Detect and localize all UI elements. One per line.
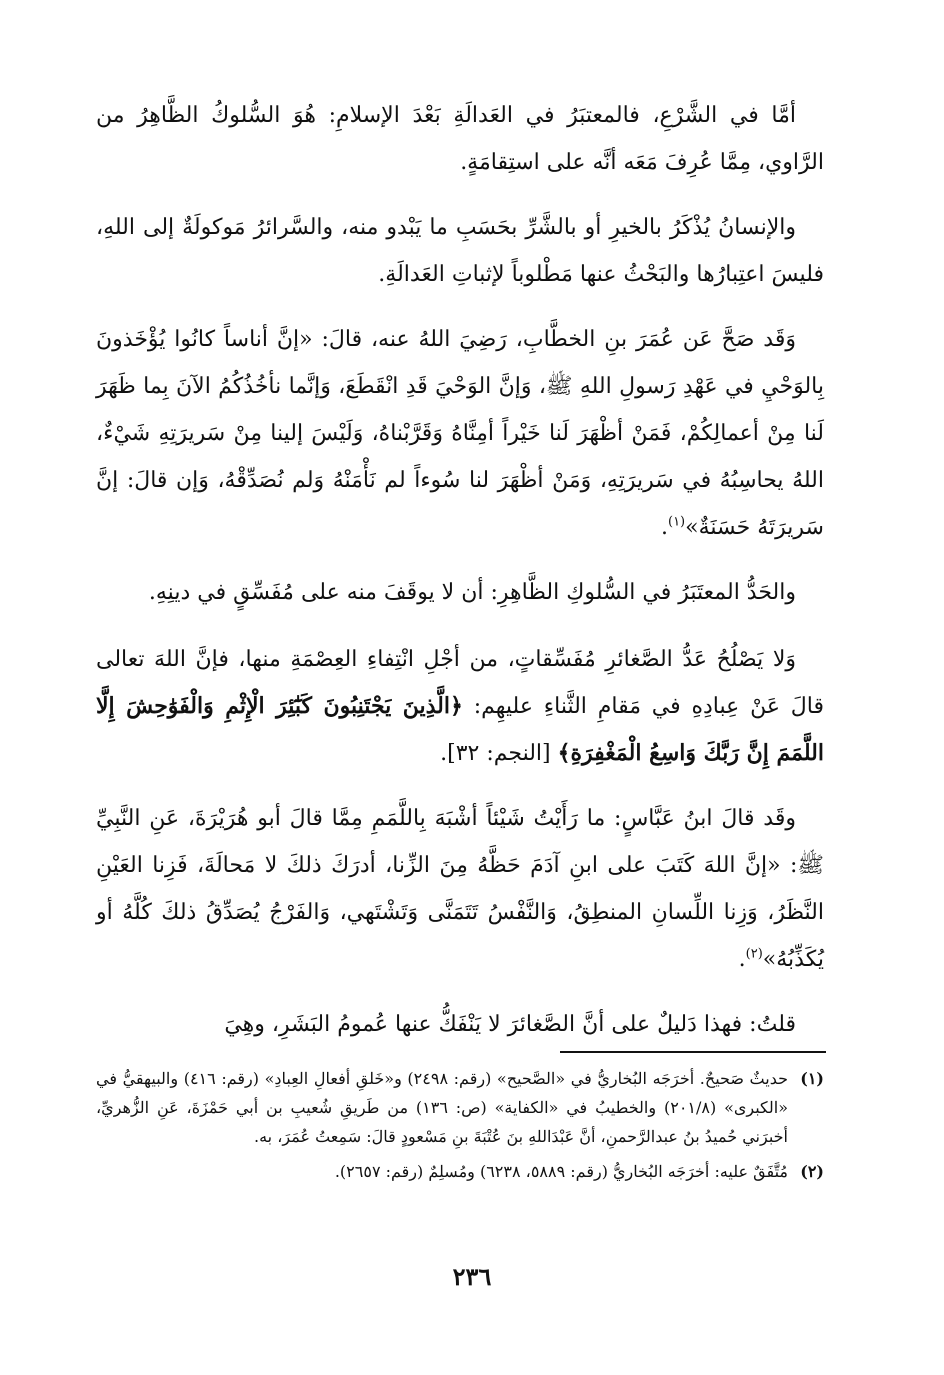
paragraph-5 [96, 636, 824, 777]
quran-reference: [النجم: ٣٢]. [440, 741, 551, 766]
paragraph-7: قلتُ: فهذا دَليلٌ على أنَّ الصَّغائرَ لا يَنْفَكُّ عنها عُمومُ البَشَرِ، وهِيَ [224, 1012, 796, 1037]
paragraph-2: والإنسانُ يُذْكَرُ بالخيرِ أو بالشَّرِّ بحَسَبِ ما يَبْدو منه، والسَّرائرُ مَوكولَةٌ إلى اللهِ، فليسَ اعتِبارُها والبَحْثُ عنها مَطْلوباً لإثباتِ العَدالَةِ. [96, 215, 824, 287]
footnote-1-number: (١) [800, 1069, 824, 1088]
paragraph-4: والحَدُّ المعتَبَرُ في السُّلوكِ الظَّاهِرِ: أن لا يوقَفَ منه على مُفَسِّقٍ في دينِهِ. [148, 580, 796, 605]
paragraph-1: أمَّا في الشَّرْعِ، فالمعتبَرُ في العَدالَةِ بَعْدَ الإسلامِ: هُوَ السُّلوكُ الظَّاهِرُ من الرَّاوي، مِمَّا عُرِفَ مَعَه أنَّه على استِقامَةٍ. [96, 103, 824, 175]
quran-verse: ﴿الَّذِينَ يَجْتَنِبُونَ كَبَٰٓئِرَ الْإِثْمِ وَالْفَوَٰحِشَ إِلَّا اللَّمَمَ إِنَّ رَبَّكَ وَاسِعُ الْمَغْفِرَةِ﴾ [96, 693, 824, 766]
footnote-2-number: (٢) [800, 1162, 824, 1181]
paragraph-6-text: وقَد قالَ ابنُ عَبَّاسٍ: ما رَأَيْتُ شَيْئاً أشْبَهَ بِاللَّمَمِ مِمَّا قالَ أبو هُرَيْرَةَ، عَنِ النَّبِيِّ ﷺ: «إنَّ اللهَ كَتَبَ على ابنِ آدَمَ حَظَّهُ مِنَ الزِّنا، أدرَكَ ذلكَ لا مَحالَةَ، فَزِنا العَيْنِ النَّظَرُ، وَزِنا اللِّسانِ المنطِقُ، وَالنَّفْسُ تَتَمَنَّى وَتَشْتَهي، وَالفَرْجُ يُصَدِّقُ ذلكَ كُلَّهُ أو يُكَذِّبُهُ» [96, 806, 824, 972]
paragraph-5-text: وَلا يَصْلُحُ عَدُّ الصَّغائرِ مُفَسِّقاتٍ، من أجْلِ انْتِفاءِ العِصْمَةِ منها، فإنَّ اللهَ تعالى قالَ عَنْ عِبادِهِ في مَقامِ الثَّناءِ عليهِم: [96, 647, 824, 719]
footnote-ref-1[interactable]: (١) [667, 514, 686, 530]
main-text [96, 92, 824, 1066]
footnote-1 [96, 1064, 824, 1151]
page-number: ٢٣٦ [452, 1262, 492, 1291]
paragraph-3: وَقَد صَحَّ عَن عُمَرَ بنِ الخطَّابِ، رَضِيَ اللهُ عنه، قالَ: «إنَّ أناساً كانُوا يُؤْخَذونَ بِالوَحْيِ في عَهْدِ رَسولِ اللهِ ﷺ، وَإنَّ الوَحْيَ قَدِ انْقَطَعَ، وَإنَّما نأخُذُكُمُ الآنَ بِما ظَهَرَ لَنا مِنْ أعمالِكُمْ، فَمَنْ أظْهَرَ لَنا خَيْراً أمِنَّاهُ وَقَرَّبْناهُ، وَلَيْسَ إلينا مِنْ سَريرَتِهِ شَيْءٌ، اللهُ يحاسِبُهُ في سَريرَتِهِ، وَمَنْ أظْهَرَ لنا سُوءاً لم نَأْمَنْهُ وَلم نُصَدِّقْهُ، وَإن قالَ: إنَّ سَريرَتَهُ حَسَنَةٌ»$^{(١)}$. [96, 327, 824, 540]
footnote-ref-2[interactable]: (٢) [745, 946, 763, 962]
footnote-2-text: مُتَّفَقٌ عليه: أخرَجَه البُخاريُّ (رقم: ٥٨٨٩، ٦٢٣٨) ومُسلِمٌ (رقم: ٢٦٥٧). [334, 1162, 788, 1181]
footnotes [96, 1064, 824, 1192]
paragraph-6: وقَد قالَ ابنُ عَبَّاسٍ: ما رَأَيْتُ شَيْئاً أشْبَهَ بِاللَّمَمِ مِمَّا قالَ أبو هُرَيْرَةَ، عَنِ النَّبِيِّ ﷺ: «إنَّ اللهَ كَتَبَ على ابنِ آدَمَ حَظَّهُ مِنَ الزِّنا، أدرَكَ ذلكَ لا مَحالَةَ، فَزِنا العَيْنِ النَّظَرُ، وَزِنا اللِّسانِ المنطِقُ، وَالنَّفْسُ تَتَمَنَّى وَتَشْتَهي، وَالفَرْجُ يُصَدِّقُ ذلكَ كُلَّهُ أو يُكَذِّبُهُ»$^{(٢)}$. [96, 806, 824, 972]
footnote-2 [96, 1157, 824, 1186]
footnote-divider [560, 1051, 826, 1053]
footnote-1-text: حديثٌ صَحيحٌ. أخرَجَه البُخاريُّ في «الصَّحيح» (رقم: ٢٤٩٨) و«خَلقِ أفعالِ العِبادِ» (رقم: ٤١٦) والبيهقيُّ في «الكبرى» (٢٠١/٨) والخطيبُ في «الكفاية» (ص: ١٣٦) من طَريقِ شُعيبِ بن أبي حَمْزَةَ، عَنِ الزُّهريِّ، أخبرَني حُميدُ بنُ عبدالرَّحمنِ، أنَّ عَبْدَاللهِ بنَ عُتْبَةَ بنِ مَسْعودٍ قالَ: سَمِعتُ عُمَرَ، به. [96, 1069, 789, 1146]
paragraph-3-text: وَقَد صَحَّ عَن عُمَرَ بنِ الخطَّابِ، رَضِيَ اللهُ عنه، قالَ: «إنَّ أناساً كانُوا يُؤْخَذونَ بِالوَحْيِ في عَهْدِ رَسولِ اللهِ ﷺ، وَإنَّ الوَحْيَ قَدِ انْقَطَعَ، وَإنَّما نأخُذُكُمُ الآنَ بِما ظَهَرَ لَنا مِنْ أعمالِكُمْ، فَمَنْ أظْهَرَ لَنا خَيْراً أمِنَّاهُ وَقَرَّبْناهُ، وَلَيْسَ إلينا مِنْ سَريرَتِهِ شَيْءٌ، اللهُ يحاسِبُهُ في سَريرَتِهِ، وَمَنْ أظْهَرَ لنا سُوءاً لم نَأْمَنْهُ وَلم نُصَدِّقْهُ، وَإن قالَ: إنَّ سَريرَتَهُ حَسَنَةٌ» [96, 327, 824, 540]
